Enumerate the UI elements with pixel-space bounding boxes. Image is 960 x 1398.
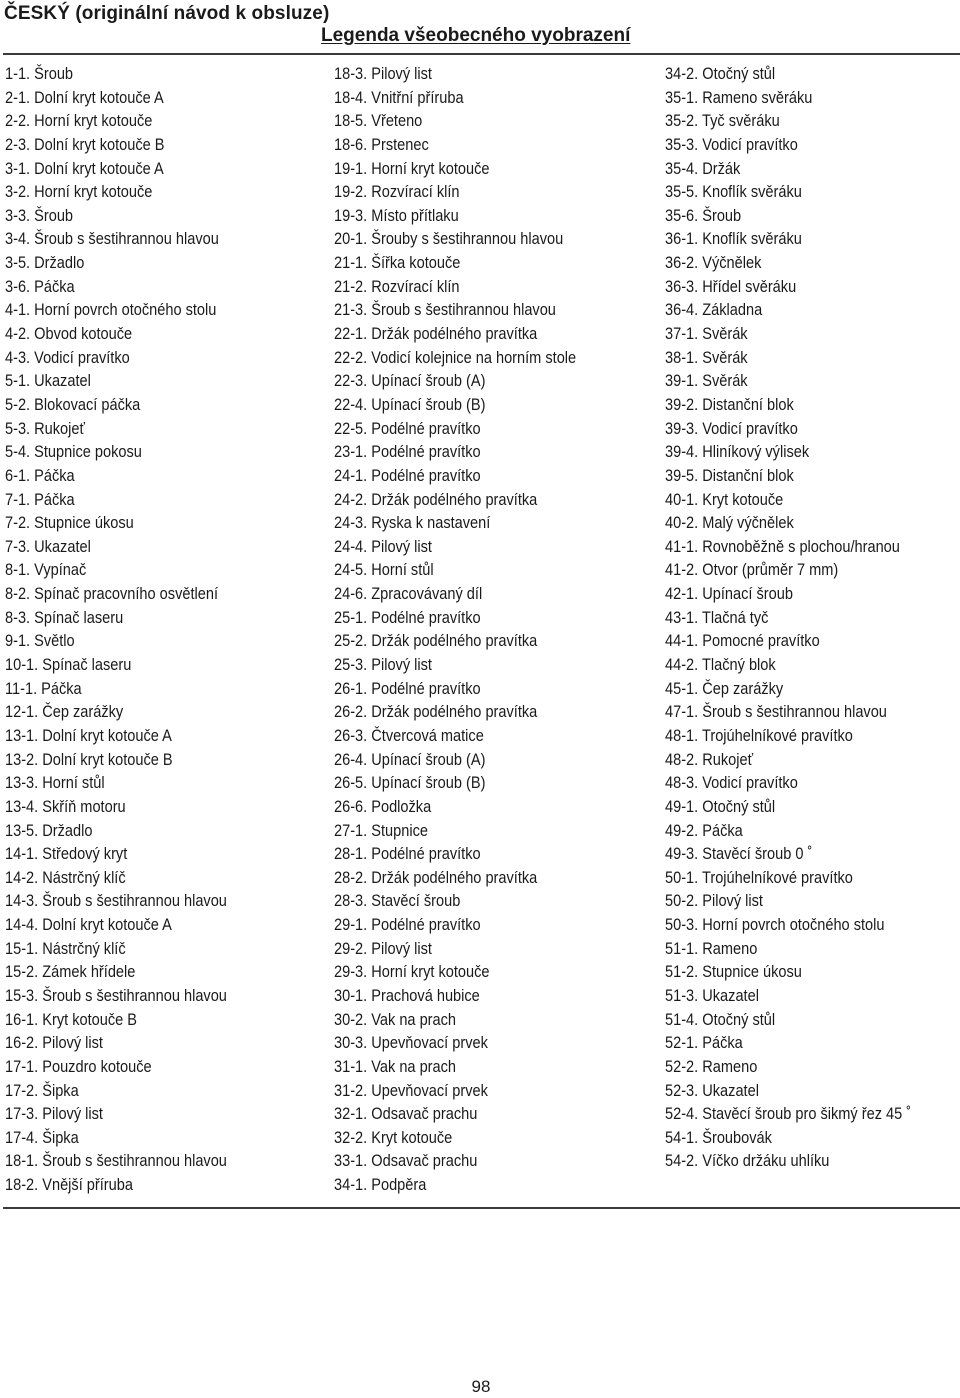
legend-item: 14-4. Dolní kryt kotouče A (5, 916, 172, 935)
legend-item: 22-1. Držák podélného pravítka (334, 325, 538, 344)
legend-item: 51-4. Otočný stůl (665, 1010, 776, 1029)
legend-item: 22-2. Vodicí kolejnice na horním stole (334, 348, 577, 367)
legend-column-1 (5, 63, 252, 1198)
legend-item: 26-3. Čtvercová matice (334, 726, 484, 745)
legend-item: 31-1. Vak na prach (334, 1057, 457, 1076)
legend-item: 50-1. Trojúhelníkové pravítko (665, 868, 853, 887)
legend-item: 35-5. Knoflík svěráku (665, 183, 802, 202)
legend-item: 8-2. Spínač pracovního osvětlení (5, 585, 219, 604)
legend-item: 32-2. Kryt kotouče (334, 1128, 453, 1147)
legend-item: 28-1. Podélné pravítko (334, 845, 481, 864)
legend-item: 28-2. Držák podélného pravítka (334, 868, 538, 887)
legend-item: 28-3. Stavěcí šroub (334, 892, 461, 911)
legend-item: 36-1. Knoflík svěráku (665, 230, 802, 249)
legend-item: 29-3. Horní kryt kotouče (334, 963, 490, 982)
legend-item: 24-5. Horní stůl (334, 561, 434, 580)
legend-item: 8-3. Spínač laseru (5, 608, 124, 627)
legend-item: 19-1. Horní kryt kotouče (334, 159, 490, 178)
legend-item: 52-3. Ukazatel (665, 1081, 759, 1100)
legend-item: 9-1. Světlo (5, 632, 75, 651)
legend-item: 49-3. Stavěcí šroub 0 ˚ (665, 845, 813, 864)
legend-item: 18-6. Prstenec (334, 135, 429, 154)
legend-item: 15-3. Šroub s šestihrannou hlavou (5, 986, 227, 1005)
legend-item: 40-1. Kryt kotouče (665, 490, 784, 509)
legend-item: 39-4. Hliníkový výlisek (665, 443, 810, 462)
legend-item: 50-2. Pilový list (665, 892, 763, 911)
legend-item: 48-2. Rukojeť (665, 750, 754, 769)
legend-item: 39-2. Distanční blok (665, 395, 794, 414)
legend-item: 16-1. Kryt kotouče B (5, 1010, 138, 1029)
legend-item: 22-5. Podélné pravítko (334, 419, 481, 438)
legend-item: 13-3. Horní stůl (5, 774, 105, 793)
legend-item: 7-1. Páčka (5, 490, 75, 509)
legend-item: 17-3. Pilový list (5, 1105, 103, 1124)
legend-item: 16-2. Pilový list (5, 1034, 103, 1053)
legend-item: 36-4. Základna (665, 301, 763, 320)
legend-item: 52-2. Rameno (665, 1057, 758, 1076)
legend-item: 51-3. Ukazatel (665, 986, 759, 1005)
legend-item: 13-1. Dolní kryt kotouče A (5, 726, 172, 745)
legend-item: 18-5. Vřeteno (334, 112, 423, 131)
legend-item: 15-1. Nástrčný klíč (5, 939, 126, 958)
legend-item: 39-1. Svěrák (665, 372, 748, 391)
legend-item: 13-2. Dolní kryt kotouče B (5, 750, 173, 769)
legend-item: 22-3. Upínací šroub (A) (334, 372, 486, 391)
legend-item: 3-1. Dolní kryt kotouče A (5, 159, 164, 178)
legend-item: 48-3. Vodicí pravítko (665, 774, 798, 793)
legend-item: 5-2. Blokovací páčka (5, 395, 141, 414)
legend-item: 13-4. Skříň motoru (5, 797, 126, 816)
legend-item: 19-3. Místo přítlaku (334, 206, 459, 225)
legend-item: 33-1. Odsavač prachu (334, 1152, 478, 1171)
legend-item: 45-1. Čep zarážky (665, 679, 784, 698)
legend-item: 21-3. Šroub s šestihrannou hlavou (334, 301, 556, 320)
legend-item: 3-6. Páčka (5, 277, 75, 296)
legend-item: 31-2. Upevňovací prvek (334, 1081, 488, 1100)
legend-item: 38-1. Svěrák (665, 348, 748, 367)
legend-item: 52-1. Páčka (665, 1034, 743, 1053)
legend-item: 50-3. Horní povrch otočného stolu (665, 916, 885, 935)
legend-item: 35-6. Šroub (665, 206, 742, 225)
legend-item: 18-1. Šroub s šestihrannou hlavou (5, 1152, 227, 1171)
legend-item: 44-2. Tlačný blok (665, 656, 776, 675)
legend-item: 26-1. Podélné pravítko (334, 679, 481, 698)
legend-item: 7-2. Stupnice úkosu (5, 514, 134, 533)
legend-item: 17-1. Pouzdro kotouče (5, 1057, 152, 1076)
legend-item: 49-2. Páčka (665, 821, 743, 840)
legend-item: 54-1. Šroubovák (665, 1128, 772, 1147)
legend-item: 22-4. Upínací šroub (B) (334, 395, 486, 414)
legend-item: 18-4. Vnitřní příruba (334, 88, 464, 107)
legend-item: 5-3. Rukojeť (5, 419, 85, 438)
legend-item: 14-1. Středový kryt (5, 845, 128, 864)
legend-item: 15-2. Zámek hřídele (5, 963, 136, 982)
legend-item: 4-1. Horní povrch otočného stolu (5, 301, 217, 320)
legend-item: 8-1. Vypínač (5, 561, 87, 580)
legend-item: 5-1. Ukazatel (5, 372, 91, 391)
legend-item: 25-2. Držák podélného pravítka (334, 632, 538, 651)
page-title: ČESKÝ (originální návod k obsluze) (4, 3, 330, 24)
legend-item: 34-2. Otočný stůl (665, 65, 776, 83)
legend-item: 13-5. Držadlo (5, 821, 93, 840)
legend-item: 11-1. Páčka (5, 679, 82, 698)
legend-item: 40-2. Malý výčnělek (665, 514, 794, 533)
legend-item: 30-1. Prachová hubice (334, 986, 480, 1005)
legend-item: 26-6. Podložka (334, 797, 432, 816)
legend-item: 43-1. Tlačná tyč (665, 608, 769, 627)
legend-item: 51-1. Rameno (665, 939, 758, 958)
legend-item: 3-4. Šroub s šestihrannou hlavou (5, 230, 219, 249)
legend-item: 20-1. Šrouby s šestihrannou hlavou (334, 230, 564, 249)
legend-item: 52-4. Stavěcí šroub pro šikmý řez 45 ˚ (665, 1105, 912, 1124)
legend-item: 2-3. Dolní kryt kotouče B (5, 135, 165, 154)
legend-item: 26-5. Upínací šroub (B) (334, 774, 486, 793)
legend-item: 36-2. Výčnělek (665, 254, 762, 273)
legend-item: 29-2. Pilový list (334, 939, 432, 958)
legend-item: 32-1. Odsavač prachu (334, 1105, 478, 1124)
legend-item: 39-3. Vodicí pravítko (665, 419, 798, 438)
legend-item: 48-1. Trojúhelníkové pravítko (665, 726, 853, 745)
legend-item: 18-2. Vnější příruba (5, 1176, 133, 1195)
legend-item: 51-2. Stupnice úkosu (665, 963, 802, 982)
bottom-divider (3, 1207, 960, 1209)
legend-item: 36-3. Hřídel svěráku (665, 277, 797, 296)
legend-item: 25-1. Podélné pravítko (334, 608, 481, 627)
legend-item: 18-3. Pilový list (334, 65, 432, 83)
legend-item: 27-1. Stupnice (334, 821, 428, 840)
legend-item: 4-2. Obvod kotouče (5, 325, 133, 344)
legend-item: 30-2. Vak na prach (334, 1010, 457, 1029)
legend-item: 7-3. Ukazatel (5, 537, 91, 556)
legend-item: 21-2. Rozvírací klín (334, 277, 460, 296)
legend-item: 47-1. Šroub s šestihrannou hlavou (665, 703, 887, 722)
legend-item: 35-3. Vodicí pravítko (665, 135, 798, 154)
legend-item: 3-2. Horní kryt kotouče (5, 183, 153, 202)
legend-item: 41-2. Otvor (průměr 7 mm) (665, 561, 839, 580)
legend-column-3 (665, 63, 939, 1174)
legend-item: 23-1. Podélné pravítko (334, 443, 481, 462)
legend-item: 17-2. Šipka (5, 1081, 79, 1100)
legend-item: 35-4. Držák (665, 159, 741, 178)
legend-item: 29-1. Podélné pravítko (334, 916, 481, 935)
legend-item: 21-1. Šířka kotouče (334, 254, 461, 273)
legend-item: 25-3. Pilový list (334, 656, 432, 675)
legend-item: 26-4. Upínací šroub (A) (334, 750, 486, 769)
legend-item: 34-1. Podpěra (334, 1176, 427, 1195)
legend-item: 24-6. Zpracovávaný díl (334, 585, 483, 604)
legend-item: 17-4. Šipka (5, 1128, 79, 1147)
legend-item: 10-1. Spínač laseru (5, 656, 132, 675)
legend-item: 35-2. Tyč svěráku (665, 112, 780, 131)
legend-item: 14-3. Šroub s šestihrannou hlavou (5, 892, 227, 911)
top-divider (3, 53, 960, 55)
section-heading: Legenda všeobecného vyobrazení (321, 25, 631, 46)
page-number: 98 (471, 1377, 491, 1396)
legend-item: 19-2. Rozvírací klín (334, 183, 460, 202)
legend-item: 41-1. Rovnoběžně s plochou/hranou (665, 537, 900, 556)
legend-item: 24-2. Držák podélného pravítka (334, 490, 538, 509)
legend-item: 24-4. Pilový list (334, 537, 432, 556)
legend-item: 24-3. Ryska k nastavení (334, 514, 491, 533)
legend-item: 1-1. Šroub (5, 65, 74, 83)
legend-item: 6-1. Páčka (5, 466, 75, 485)
legend-item: 2-1. Dolní kryt kotouče A (5, 88, 164, 107)
legend-item: 3-3. Šroub (5, 206, 74, 225)
legend-item: 26-2. Držák podélného pravítka (334, 703, 538, 722)
legend-item: 49-1. Otočný stůl (665, 797, 776, 816)
legend-item: 44-1. Pomocné pravítko (665, 632, 820, 651)
legend-item: 3-5. Držadlo (5, 254, 85, 273)
legend-item: 37-1. Svěrák (665, 325, 748, 344)
legend-item: 54-2. Víčko držáku uhlíku (665, 1152, 830, 1171)
legend-item: 35-1. Rameno svěráku (665, 88, 813, 107)
legend-item: 4-3. Vodicí pravítko (5, 348, 130, 367)
legend-item: 2-2. Horní kryt kotouče (5, 112, 153, 131)
legend-item: 12-1. Čep zarážky (5, 703, 124, 722)
legend-item: 24-1. Podélné pravítko (334, 466, 481, 485)
legend-item: 5-4. Stupnice pokosu (5, 443, 142, 462)
legend-item: 42-1. Upínací šroub (665, 585, 793, 604)
legend-item: 39-5. Distanční blok (665, 466, 794, 485)
legend-item: 30-3. Upevňovací prvek (334, 1034, 488, 1053)
legend-item: 14-2. Nástrčný klíč (5, 868, 126, 887)
legend-column-2 (334, 63, 603, 1198)
